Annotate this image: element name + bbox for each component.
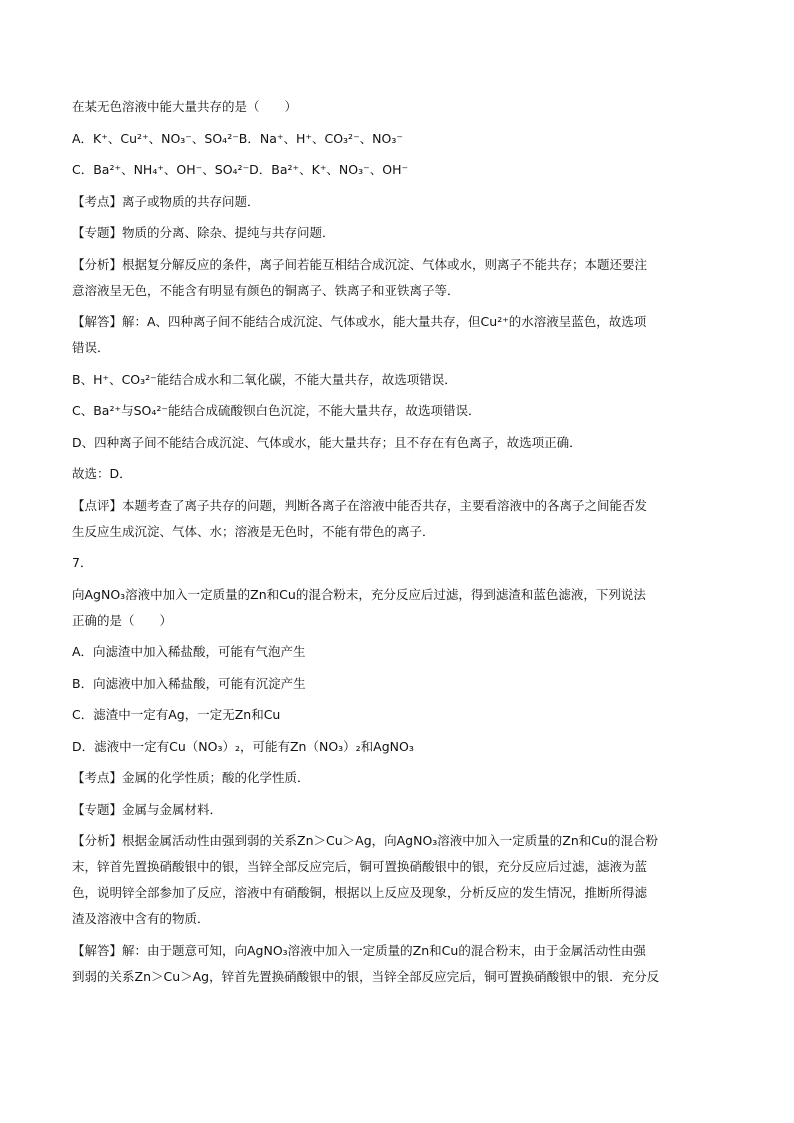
q7-optC-line: C．滤渣中一定有Ag，一定无Zn和Cu (72, 707, 281, 722)
q6-kaodian-line: 【考点】离子或物质的共存问题． (72, 193, 260, 209)
q7-kaodian-line: 【考点】金属的化学性质；酸的化学性质． (72, 770, 310, 785)
q6-stem-line: 在某无色溶液中能大量共存的是（ ） (72, 99, 298, 114)
q7-stem-2-line: 正确的是（ ） (72, 612, 173, 628)
q7-fenxi-4-line: 渣及溶液中含有的物质． (72, 911, 210, 926)
q7-optA-line: A．向滤渣中加入稀盐酸，可能有气泡产生 (72, 644, 306, 659)
q7-jieda-2-line: 到弱的关系Zn＞Cu＞Ag，锌首先置换硝酸银中的银，当锌全部反应完后，铜可置换硝酸银中的银．充分反 (72, 968, 660, 984)
q7-number-line: 7． (72, 555, 93, 570)
q7-fenxi-2-line: 末，锌首先置换硝酸银中的银，当锌全部反应完后，铜可置换硝酸银中的银，充分反应后过滤，滤液为蓝 (72, 859, 648, 874)
q6-dianping-2-line: 生反应生成沉淀、气体、水；溶液是无色时，不能有带色的离子． (72, 523, 435, 539)
q6-jieda-1-line: 【解答】解：A、四种离子间不能结合成沉淀、气体或水，能大量共存，但Cu²⁺的水溶液呈蓝色，故选项 (72, 314, 647, 329)
q6-dianping-1-line: 【点评】本题考查了离子共存的问题，判断各离子在溶液中能否共存，主要看溶液中的各离子之间能否发 (72, 497, 648, 513)
q6-jieda-2-line: 错误． (72, 340, 110, 355)
q6-jieda-B-line: B、H⁺、CO₃²⁻能结合成水和二氧化碳，不能大量共存，故选项错误． (72, 371, 457, 387)
q7-zhuanti-line: 【专题】金属与金属材料． (72, 801, 223, 817)
q7-stem-1-line: 向AgNO₃溶液中加入一定质量的Zn和Cu的混合粉末，充分反应后过滤，得到滤渣和蓝色滤液，下列说法 (72, 586, 646, 602)
q7-fenxi-3-line: 色，说明锌全部参加了反应，溶液中有硝酸铜，根据以上反应及现象，分析反应的发生情况，推断所得滤 (72, 885, 648, 900)
q6-zhuanti-line: 【专题】物质的分离、除杂、提纯与共存问题． (72, 225, 335, 240)
q6-fenxi-2-line: 意溶液呈无色，不能含有明显有颜色的铜离子、铁离子和亚铁离子等． (72, 282, 460, 298)
q7-optB-line: B．向滤液中加入稀盐酸，可能有沉淀产生 (72, 675, 306, 691)
q6-answer-line: 故选：D． (72, 466, 132, 481)
q6-optCD-line: C．Ba²⁺、NH₄⁺、OH⁻、SO₄²⁻D．Ba²⁺、K⁺、NO₃⁻、OH⁻ (72, 162, 409, 177)
q7-optD-line: D．滤液中一定有Cu（NO₃）₂，可能有Zn（NO₃）₂和AgNO₃ (72, 738, 414, 754)
document-body (72, 98, 722, 999)
q6-jieda-C-line: C、Ba²⁺与SO₄²⁻能结合成硫酸钡白色沉淀，不能大量共存，故选项错误． (72, 403, 481, 418)
q7-jieda-1-line: 【解答】解：由于题意可知，向AgNO₃溶液中加入一定质量的Zn和Cu的混合粉末，由于金属活动性由强 (72, 942, 646, 958)
q7-fenxi-1-line: 【分析】根据金属活动性由强到弱的关系Zn＞Cu＞Ag，向AgNO₃溶液中加入一定质量的Zn和Cu的混合粉 (72, 833, 658, 848)
q6-jieda-D-line: D、四种离子间不能结合成沉淀、气体或水，能大量共存；且不存在有色离子，故选项正确． (72, 434, 582, 450)
q6-optAB-line: A．K⁺、Cu²⁺、NO₃⁻、SO₄²⁻B．Na⁺、H⁺、CO₃²⁻、NO₃⁻ (72, 130, 403, 146)
q6-fenxi-1-line: 【分析】根据复分解反应的条件，离子间若能互相结合成沉淀、气体或水，则离子不能共存；本题还要注 (72, 256, 648, 272)
